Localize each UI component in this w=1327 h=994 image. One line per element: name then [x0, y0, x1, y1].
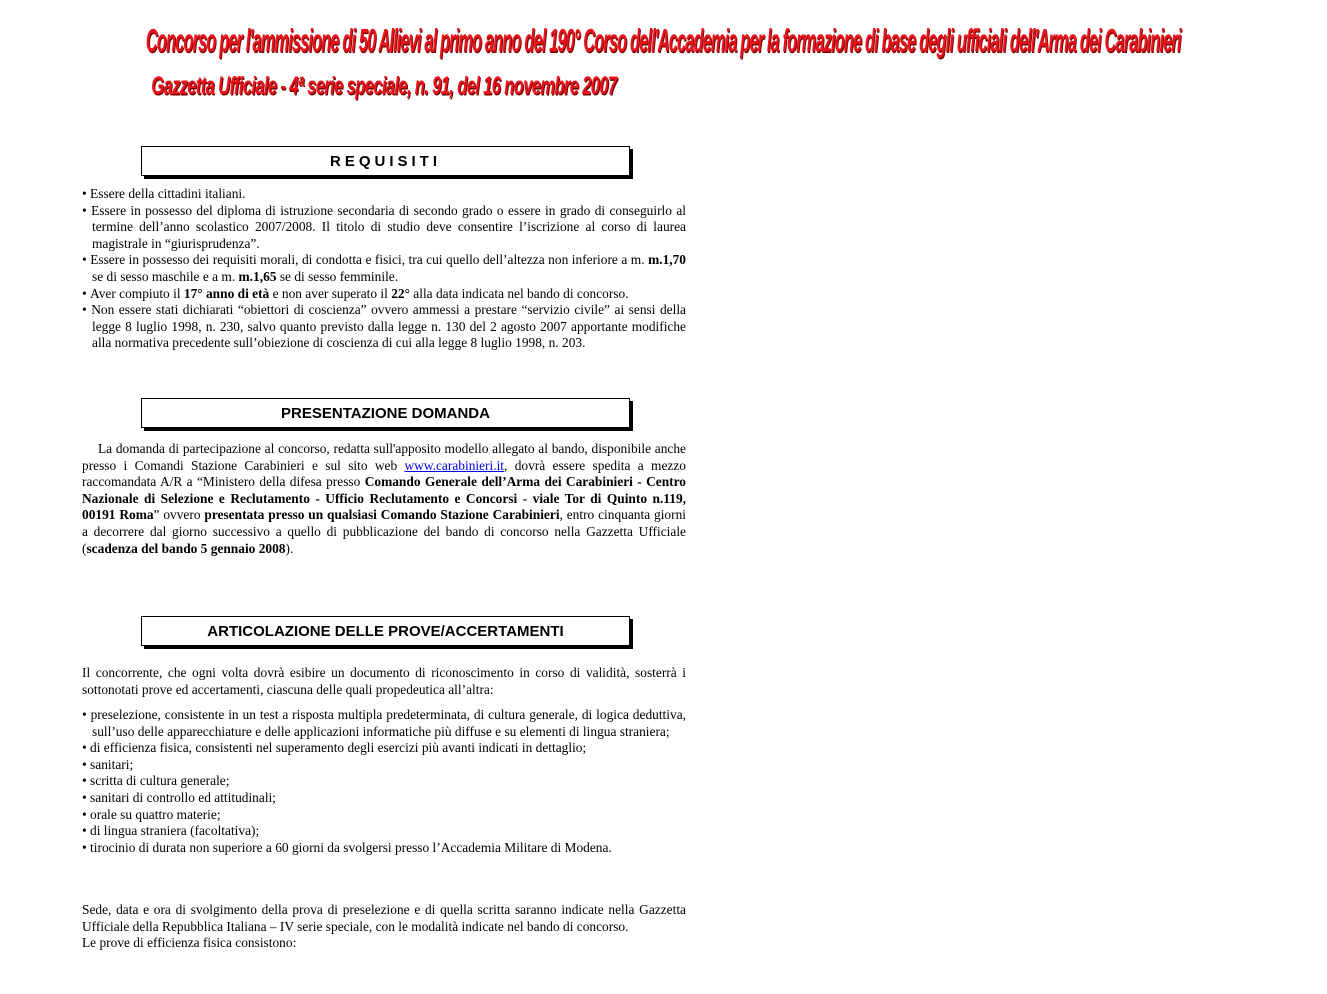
- footer-paragraph: Le prove di efficienza fisica consistono:: [82, 935, 297, 951]
- list-item: • di efficienza fisica, consistenti nel superamento degli esercizi più avanti indicati in dettaglio;: [82, 740, 686, 757]
- section-title-articolazione: ARTICOLAZIONE DELLE PROVE/ACCERTAMENTI: [141, 616, 630, 646]
- carabinieri-website-link[interactable]: www.carabinieri.it: [404, 457, 505, 473]
- list-item: • sanitari di controllo ed attitudinali;: [82, 790, 686, 807]
- articolazione-footer: [82, 902, 686, 952]
- articolazione-list: [82, 707, 686, 856]
- list-item: • Essere in possesso dei requisiti morali, di condotta e fisici, tra cui quello dell’altezza non inferiore a m. m.1,70 se di sesso maschile e a m. m.1,65 se di sesso femminile.: [82, 252, 686, 285]
- presentazione-paragraph: La domanda di partecipazione al concorso, redatta sull'apposito modello allegato al bando, disponibile anche presso i Comandi Stazione Carabinieri e sul sito web www.carabinieri.it, dovrà essere spedita a mezzo raccomandata A/R a “Ministero della difesa presso Comando Generale dell’Arma dei Carabinieri - Centro Nazionale di Selezione e Reclutamento - Ufficio Reclutamento e Concorsi - viale Tor di Quinto n.119, 00191 Roma” ovvero presentata presso un qualsiasi Comando Stazione Carabinieri, entro cinquanta giorni a decorrere dal giorno successivo a quello di pubblicazione del bando di concorso nella Gazzetta Ufficiale (scadenza del bando 5 gennaio 2008).: [82, 441, 687, 556]
- list-item: • Essere in possesso del diploma di istruzione secondaria di secondo grado o essere in grado di conseguirlo al termine dell’anno scolastico 2007/2008. Il titolo di studio deve consentire l’iscrizione al corso di laurea magistrale in “giurisprudenza”.: [82, 203, 686, 253]
- section-title-presentazione: PRESENTAZIONE DOMANDA: [141, 398, 630, 428]
- footer-paragraph: Sede, data e ora di svolgimento della prova di preselezione e di quella scritta saranno indicate nella Gazzetta Ufficiale della Repubblica Italiana – IV serie speciale, con le modalità indicate nel bando di concorso.: [82, 902, 686, 934]
- list-item: • Essere della cittadini italiani.: [82, 186, 686, 203]
- list-item: • tirocinio di durata non superiore a 60 giorni da svolgersi presso l’Accademia Militare di Modena.: [82, 840, 686, 857]
- list-item: • di lingua straniera (facoltativa);: [82, 823, 686, 840]
- list-item: • orale su quattro materie;: [82, 807, 686, 824]
- list-item: • scritta di cultura generale;: [82, 773, 686, 790]
- list-item: • sanitari;: [82, 757, 686, 774]
- section-title-requisiti: REQUISITI: [141, 146, 630, 176]
- articolazione-intro: Il concorrente, che ogni volta dovrà esibire un documento di riconoscimento in corso di validità, sosterrà i sottonotati prove ed accertamenti, ciascuna delle quali propedeutica all’altra:: [82, 665, 686, 697]
- list-item: • Non essere stati dichiarati “obiettori di coscienza” ovvero ammessi a prestare “servizio civile” ai sensi della legge 8 luglio 1998, n. 230, salvo quanto previsto dalla legge n. 130 del 2 agosto 2007 apportante modifiche alla normativa precedente sull’obiezione di coscienza di cui alla legge 8 luglio 1998, n. 203.: [82, 302, 686, 352]
- list-item: • preselezione, consistente in un test a risposta multipla predeterminata, di cultura generale, di logica deduttiva, sull’uso delle apparecchiature e delle applicazioni informatiche più diffuse e su elementi di lingua straniera;: [82, 707, 686, 740]
- requisiti-list: [82, 186, 686, 352]
- header-gazzetta: Gazzetta Ufficiale - 4ª serie speciale, n. 91, del 16 novembre 2007: [151, 71, 617, 100]
- header-title: Concorso per l'ammissione di 50 Allievi al primo anno del 190° Corso dell'Accademia per la formazione di base degli ufficiali dell'Arma dei Carabinieri: [145, 23, 1181, 60]
- list-item: • Aver compiuto il 17° anno di età e non aver superato il 22° alla data indicata nel bando di concorso.: [82, 286, 686, 303]
